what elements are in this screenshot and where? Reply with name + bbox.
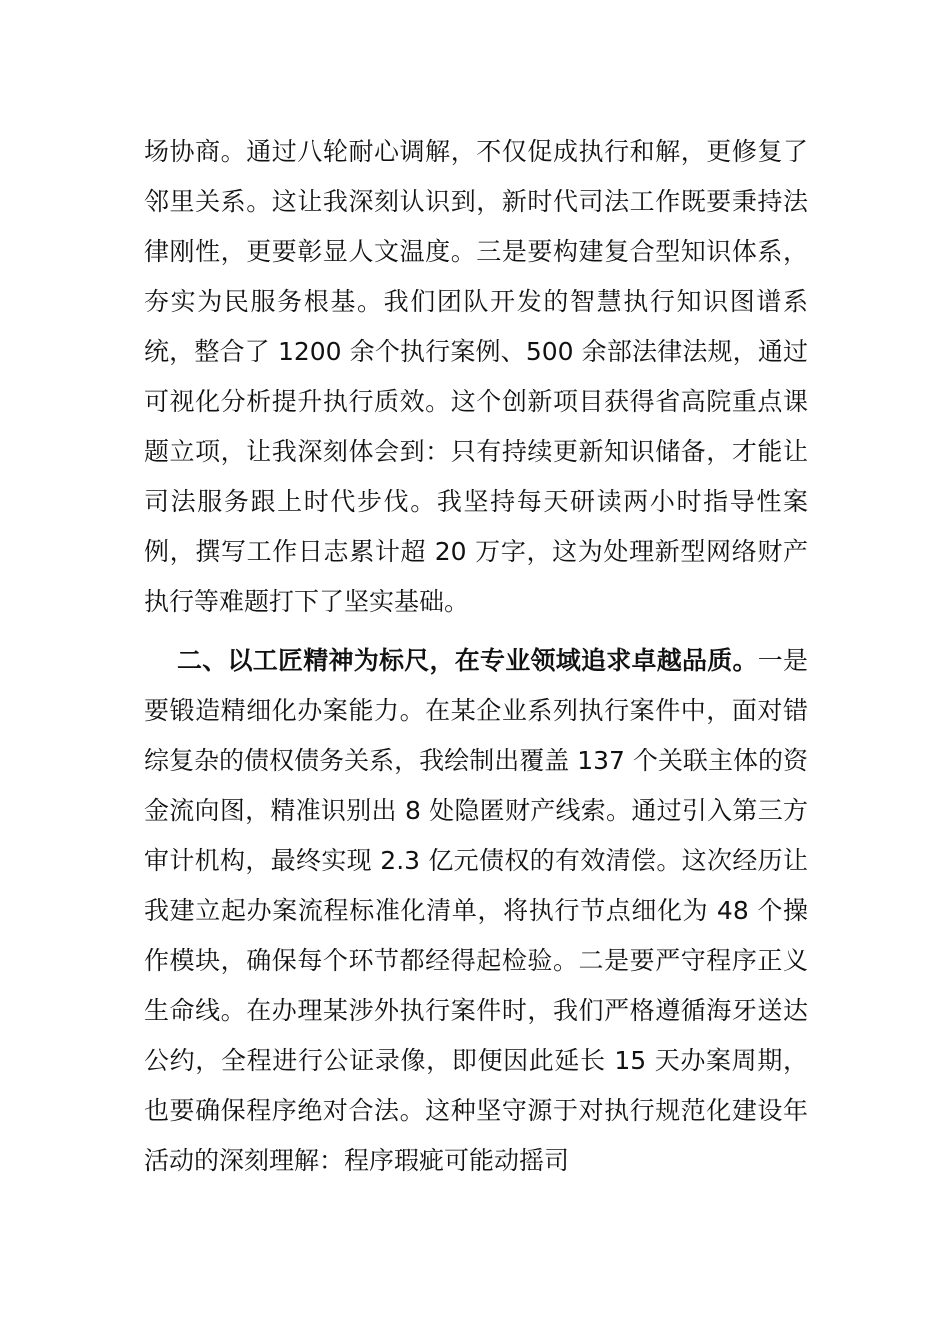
paragraph-first: [144, 127, 808, 627]
paragraph-first-text: 场协商。通过八轮耐心调解，不仅促成执行和解，更修复了邻里关系。这让我深刻认识到，新时代司法工作既要秉持法律刚性，更要彰显人文温度。三是要构建复合型知识体系，夯实为民服务根基。我们团队开发的智慧执行知识图谱系统，整合了 1200 余个执行案例、500 余部法律法规，通过可视化分析提升执行质效。这个创新项目获得省高院重点课题立项，让我深刻体会到：只有持续更新知识储备，才能让司法服务跟上时代步伐。我坚持每天研读两小时指导性案例，撰写工作日志累计超 20 万字，这为处理新型网络财产执行等难题打下了坚实基础。: [144, 137, 808, 616]
section-heading: 二、以工匠精神为标尺，在专业领域追求卓越品质。: [177, 646, 758, 675]
paragraph-second-text: 一是要锻造精细化办案能力。在某企业系列执行案件中，面对错综复杂的债权债务关系，我绘制出覆盖 137 个关联主体的资金流向图，精准识别出 8 处隐匿财产线索。通过引入第三方审计机构，最终实现 2.3 亿元债权的有效清偿。这次经历让我建立起办案流程标准化清单，将执行节点细化为 48 个操作模块，确保每个环节都经得起检验。二是要严守程序正义生命线。在办理某涉外执行案件时，我们严格遵循海牙送达公约，全程进行公证录像，即便因此延长 15 天办案周期，也要确保程序绝对合法。这种坚守源于对执行规范化建设年活动的深刻理解：程序瑕疵可能动摇司: [144, 646, 808, 1175]
document-body: [144, 127, 808, 1186]
paragraph-second: [144, 636, 808, 1186]
